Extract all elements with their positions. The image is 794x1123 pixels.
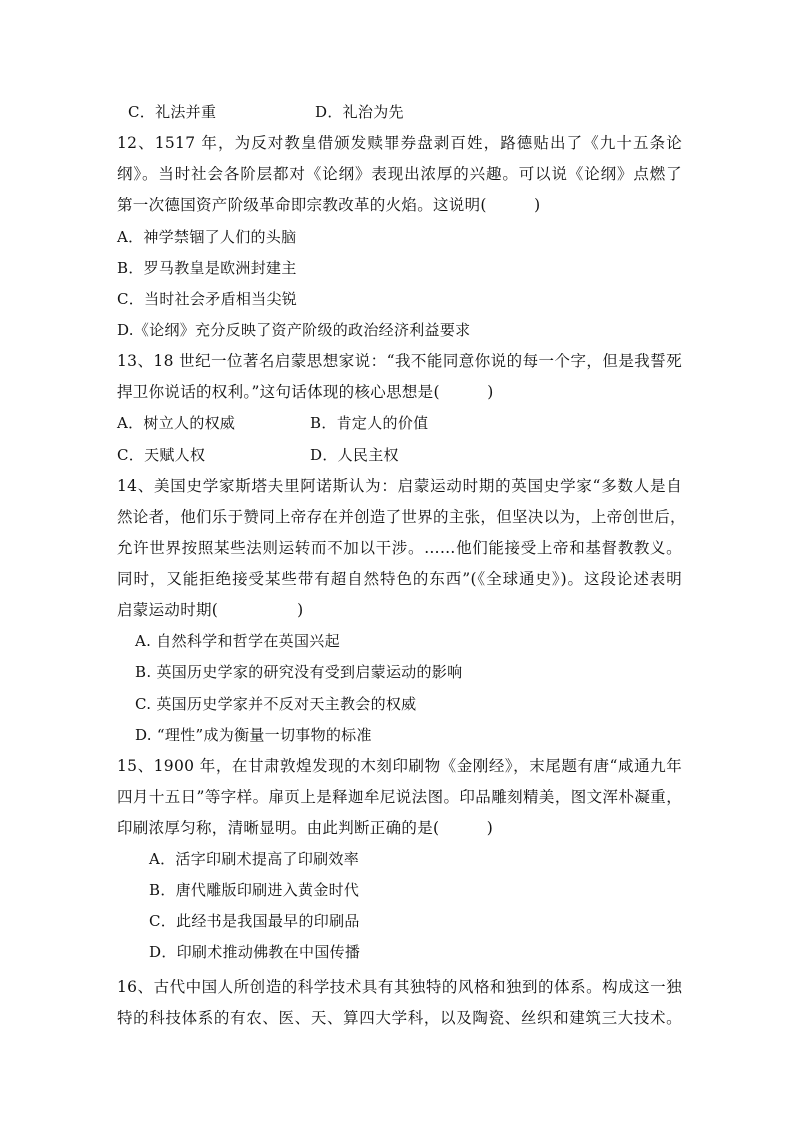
q12-option-a: A．神学禁锢了人们的头脑 <box>117 228 297 246</box>
q12-option-c: C．当时社会矛盾相当尖锐 <box>117 290 298 308</box>
q14-stem-line-3: 允许世界按照某些法则运转而不加以干涉。……他们能接受上帝和基督教教义。 <box>117 539 682 557</box>
q15-option-c: C．此经书是我国最早的印刷品 <box>149 912 360 930</box>
q13-option-a: A．树立人的权威 <box>117 414 236 432</box>
q14-stem-line-4: 同时，又能拒绝接受某些带有超自然特色的东西”(《全球通史》)。这段论述表明 <box>117 570 682 588</box>
q12-stem-line-1: 12、1517 年，为反对教皇借颁发赎罪券盘剥百姓，路德贴出了《九十五条论 <box>117 134 682 152</box>
q11-option-c: C．礼法并重 <box>128 103 217 121</box>
q15-option-a: A．活字印刷术提高了印刷效率 <box>149 850 360 868</box>
q16-stem-line-2: 特的科技体系的有农、医、天、算四大学科，以及陶瓷、丝织和建筑三大技术。 <box>117 1009 682 1027</box>
q14-option-c: C. 英国历史学家并不反对天主教会的权威 <box>135 695 417 713</box>
q15-stem-line-2: 四月十五日”等字样。扉页上是释迦牟尼说法图。印品雕刻精美，图文浑朴凝重， <box>117 788 682 806</box>
q14-stem-line-5: 启蒙运动时期( ) <box>117 601 304 619</box>
q15-stem-line-1: 15、1900 年，在甘肃敦煌发现的木刻印刷物《金刚经》，末尾题有唐“咸通九年 <box>117 757 682 775</box>
q12-option-d: D.《论纲》充分反映了资产阶级的政治经济利益要求 <box>117 321 471 339</box>
q16-stem-line-1: 16、古代中国人所创造的科学技术具有其独特的风格和独到的体系。构成这一独 <box>117 978 682 996</box>
q13-option-d: D．人民主权 <box>310 446 399 464</box>
q13-option-c: C．天赋人权 <box>117 446 206 464</box>
q13-stem-line-2: 捍卫你说话的权利。”这句话体现的核心思想是( ) <box>117 383 494 401</box>
q12-option-b: B．罗马教皇是欧洲封建主 <box>117 259 297 277</box>
q11-option-d: D．礼治为先 <box>315 103 404 121</box>
q13-option-b: B．肯定人的价值 <box>310 414 429 432</box>
q12-stem-line-2: 纲》。当时社会各阶层都对《论纲》表现出浓厚的兴趣。可以说《论纲》点燃了 <box>117 165 682 183</box>
q12-stem-line-3: 第一次德国资产阶级革命即宗教改革的火焰。这说明( ) <box>117 196 541 214</box>
q13-stem-line-1: 13、18 世纪一位著名启蒙思想家说：“我不能同意你说的每一个字，但是我誓死 <box>117 352 682 370</box>
q14-option-b: B. 英国历史学家的研究没有受到启蒙运动的影响 <box>135 663 463 681</box>
q15-option-d: D．印刷术推动佛教在中国传播 <box>149 943 361 961</box>
q14-option-a: A. 自然科学和哲学在英国兴起 <box>135 632 340 650</box>
q15-stem-line-3: 印刷浓厚匀称，清晰显明。由此判断正确的是( ) <box>117 819 494 837</box>
q14-stem-line-1: 14、美国史学家斯塔夫里阿诺斯认为：启蒙运动时期的英国史学家“多数人是自 <box>117 477 682 495</box>
q14-stem-line-2: 然论者，他们乐于赞同上帝存在并创造了世界的主张，但坚决以为，上帝创世后， <box>117 508 686 526</box>
q15-option-b: B．唐代雕版印刷进入黄金时代 <box>149 881 360 899</box>
q14-option-d: D. “理性”成为衡量一切事物的标准 <box>135 726 372 744</box>
